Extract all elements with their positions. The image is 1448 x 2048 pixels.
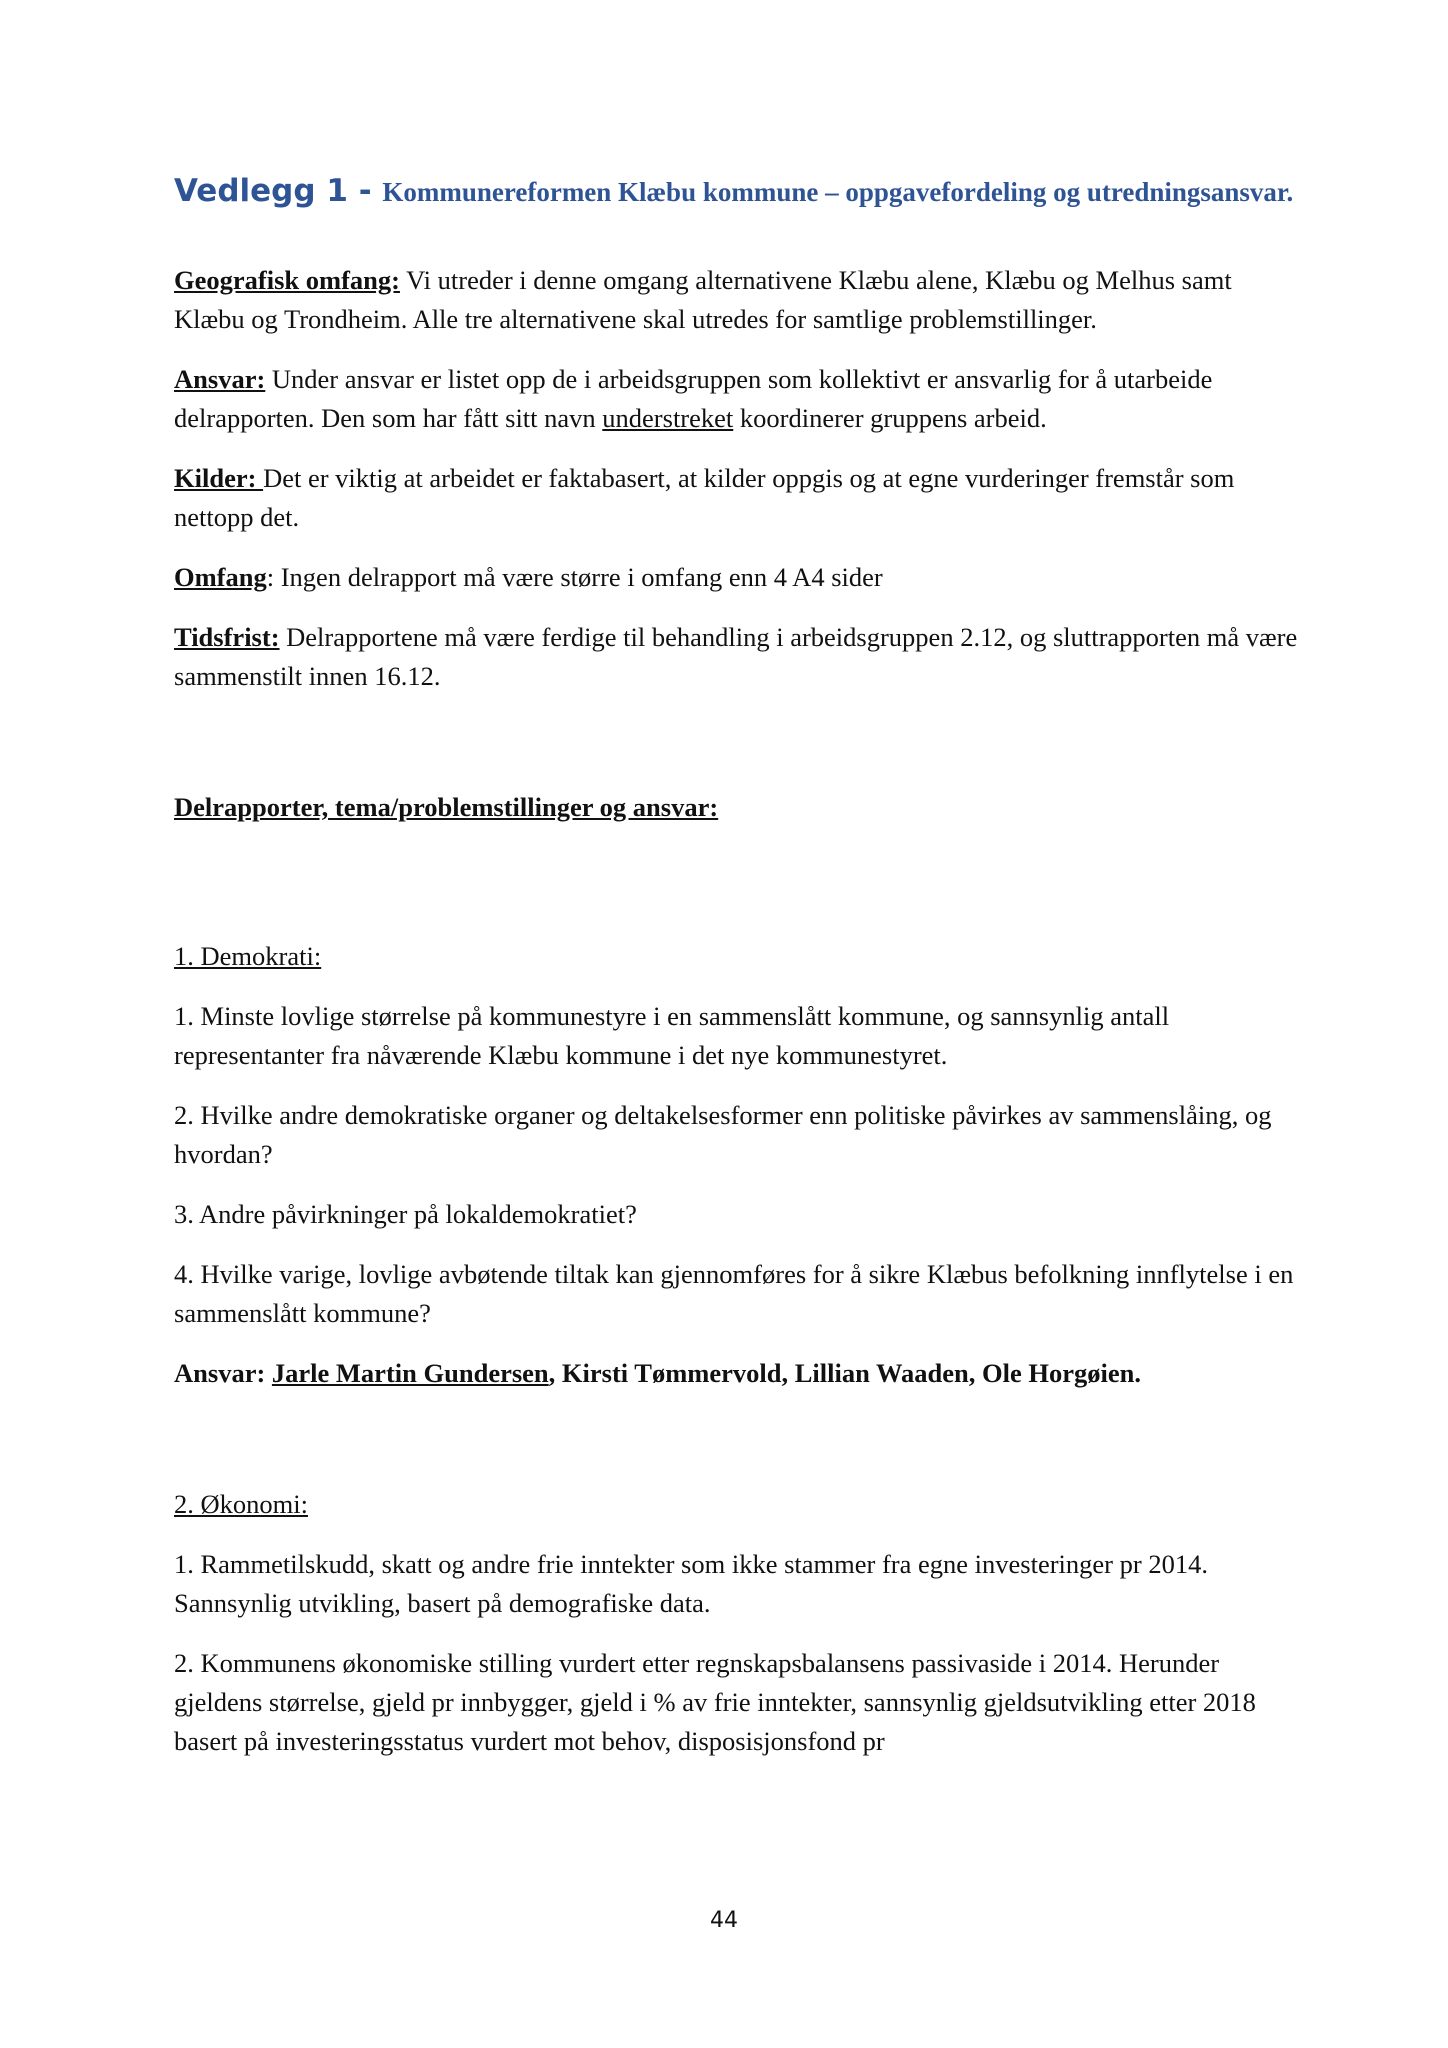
tidsfrist-label: Tidsfrist: [174,622,280,652]
section-1-item: 1. Minste lovlige størrelse på kommunestyre i en sammenslått kommune, og sannsynlig antall representanter fra nåværende Klæbu kommune i det nye kommunestyret. [174,1001,1170,1070]
section-1-item: 2. Hvilke andre demokratiske organer og deltakelsesformer enn politiske påvirkes av sammenslåing, og hvordan? [174,1100,1272,1169]
ansvar-text-2: koordinerer gruppens arbeid. [733,403,1047,433]
section-1-heading: 1. Demokrati: [174,941,322,971]
section-1-others: , Kirsti Tømmervold, Lillian Waaden, Ole Horgøien. [548,1358,1141,1388]
omfang-label: Omfang [174,562,267,592]
omfang-text: : Ingen delrapport må være større i omfang enn 4 A4 sider [266,562,883,592]
document-title [174,170,1304,213]
section-2-item: 2. Kommunens økonomiske stilling vurdert etter regnskapsbalansens passivaside i 2014. Herunder gjeldens størrelse, gjeld pr innbygger, gjeld i % av frie inntekter, sannsynlig gjeldsutvikling etter 2018 basert på investeringsstatus vurdert mot behov, disposisjonsfond pr [174,1648,1256,1756]
section-2-item: 1. Rammetilskudd, skatt og andre frie inntekter som ikke stammer fra egne investeringer pr 2014. Sannsynlig utvikling, basert på demografiske data. [174,1549,1208,1618]
kilder-text: Det er viktig at arbeidet er faktabasert, at kilder oppgis og at egne vurderinger fremstår som nettopp det. [174,463,1235,532]
kilder-paragraph [174,459,1304,537]
delrapporter-heading: Delrapporter, tema/problemstillinger og ansvar: [174,792,719,822]
section-1-item: 3. Andre påvirkninger på lokaldemokratiet? [174,1199,637,1229]
omfang-paragraph [174,558,1304,597]
geografi-label: Geografisk omfang: [174,265,400,295]
ansvar-paragraph [174,360,1304,438]
title-text: Kommunereformen Klæbu kommune – oppgavefordeling og utredningsansvar. [382,177,1294,207]
ansvar-text-1: Under ansvar er listet opp de i arbeidsgruppen som kollektivt er ansvarlig for å utarbeide delrapporten. Den som har fått sitt navn [174,364,1213,433]
section-1-item: 4. Hvilke varige, lovlige avbøtende tiltak kan gjennomføres for å sikre Klæbus befolkning innflytelse i en sammenslått kommune? [174,1259,1294,1328]
section-1-ansvar-label: Ansvar: [174,1358,272,1388]
ansvar-underlined-word: understreket [602,403,734,433]
tidsfrist-text: Delrapportene må være ferdige til behandling i arbeidsgruppen 2.12, og sluttrapporten må være sammenstilt innen 16.12. [174,622,1298,691]
ansvar-label: Ansvar: [174,364,266,394]
geografi-text: Vi utreder i denne omgang alternativene Klæbu alene, Klæbu og Melhus samt Klæbu og Trondheim. Alle tre alternativene skal utredes for samtlige problemstillinger. [174,265,1232,334]
section-2-heading: 2. Økonomi: [174,1489,308,1519]
title-prefix: Vedlegg 1 - [174,173,383,209]
page-number: 44 [710,1908,738,1933]
section-1-coordinator: Jarle Martin Gundersen [271,1358,549,1388]
section-1-ansvar [174,1354,1304,1393]
tidsfrist-paragraph [174,618,1304,696]
geografi-paragraph [174,261,1304,339]
kilder-label: Kilder: [174,463,264,493]
document-page [174,170,1304,1761]
